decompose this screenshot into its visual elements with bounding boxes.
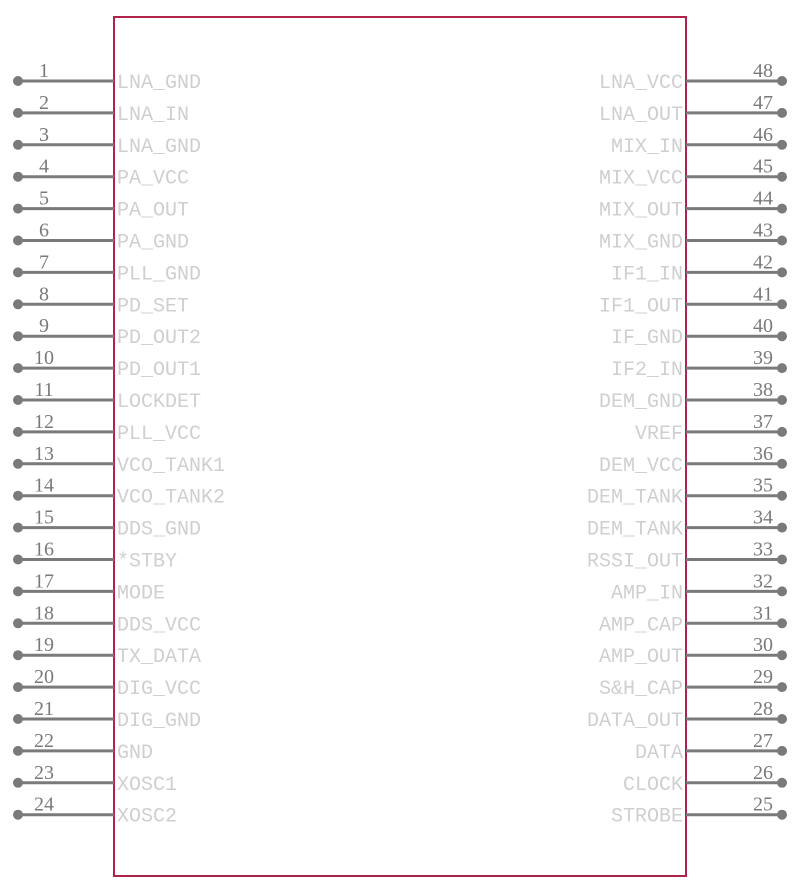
pin-number: 47	[753, 91, 773, 114]
pin-endpoint-dot	[13, 459, 23, 469]
pin-label: VCO_TANK1	[117, 454, 226, 478]
pin-11[interactable]	[13, 379, 201, 414]
pin-label: LNA_IN	[117, 103, 190, 127]
pin-label: PA_GND	[117, 231, 190, 255]
pin-number: 48	[753, 60, 773, 82]
pin-number: 25	[753, 793, 773, 816]
pin-41[interactable]	[599, 283, 787, 318]
pin-23[interactable]	[13, 762, 177, 797]
pin-endpoint-dot	[777, 299, 787, 309]
pin-endpoint-dot	[13, 682, 23, 692]
pin-43[interactable]	[599, 220, 787, 255]
pin-44[interactable]	[599, 188, 787, 223]
pin-endpoint-dot	[777, 523, 787, 533]
pin-endpoint-dot	[777, 267, 787, 277]
pin-label: GND	[117, 741, 154, 765]
pin-label: PA_OUT	[117, 199, 190, 223]
pin-label: DEM_VCC	[598, 454, 683, 478]
pin-label: VREF	[634, 422, 683, 446]
pin-endpoint-dot	[777, 714, 787, 724]
pin-label: VCO_TANK2	[117, 486, 226, 510]
pin-number: 7	[39, 251, 49, 274]
pin-number: 16	[34, 538, 54, 561]
pin-19[interactable]	[13, 634, 201, 669]
pin-30[interactable]	[599, 634, 787, 669]
pin-8[interactable]	[13, 283, 189, 318]
pin-17[interactable]	[13, 570, 165, 605]
pin-label: DIG_GND	[117, 710, 202, 733]
pin-21[interactable]	[13, 698, 201, 733]
pin-32[interactable]	[611, 570, 787, 605]
pin-label: DDS_GND	[117, 518, 202, 542]
pin-label: AMP_CAP	[598, 614, 683, 638]
pin-31[interactable]	[599, 602, 787, 637]
pin-number: 36	[753, 442, 773, 465]
pin-37[interactable]	[635, 411, 787, 446]
pin-42[interactable]	[611, 251, 787, 286]
pin-number: 10	[34, 347, 54, 370]
pin-number: 11	[34, 379, 54, 401]
pin-label: LNA_GND	[117, 135, 202, 159]
pin-endpoint-dot	[13, 586, 23, 596]
pin-22[interactable]	[13, 730, 153, 765]
pin-number: 14	[34, 474, 54, 497]
pin-endpoint-dot	[13, 76, 23, 86]
pin-endpoint-dot	[777, 459, 787, 469]
pin-number: 37	[753, 410, 773, 433]
pin-endpoint-dot	[777, 236, 787, 246]
pin-number: 13	[34, 442, 54, 465]
pin-13[interactable]	[13, 443, 225, 478]
pin-label: MIX_VCC	[598, 167, 683, 191]
pin-label: IF1_OUT	[598, 295, 683, 319]
pin-48[interactable]	[599, 60, 787, 95]
pin-5[interactable]	[13, 188, 189, 223]
pin-number: 42	[753, 251, 773, 274]
pin-number: 9	[39, 315, 49, 338]
pin-label: DATA	[634, 741, 683, 765]
pin-36[interactable]	[599, 443, 787, 478]
pin-number: 20	[34, 666, 54, 689]
pin-number: 15	[34, 506, 54, 529]
pin-number: 22	[34, 729, 54, 752]
pin-label: IF2_IN	[610, 359, 683, 383]
pin-12[interactable]	[13, 411, 201, 446]
pin-number: 8	[39, 283, 49, 306]
pin-label: DATA_OUT	[586, 710, 683, 733]
pin-number: 46	[753, 123, 773, 146]
pin-20[interactable]	[13, 666, 201, 701]
pin-number: 29	[753, 666, 773, 689]
pin-label: LNA_GND	[117, 72, 202, 95]
pin-number: 17	[34, 570, 54, 593]
pin-number: 31	[753, 602, 773, 625]
pin-label: DEM_TANK	[586, 486, 683, 510]
pin-label: PLL_GND	[117, 263, 202, 287]
pin-29[interactable]	[599, 666, 787, 701]
pin-number: 45	[753, 155, 773, 178]
pin-endpoint-dot	[777, 140, 787, 150]
pin-endpoint-dot	[777, 650, 787, 660]
pin-18[interactable]	[13, 602, 201, 637]
pin-number: 40	[753, 315, 773, 338]
pin-39[interactable]	[611, 347, 787, 382]
pin-number: 26	[753, 761, 773, 784]
pin-label: AMP_IN	[610, 582, 683, 606]
pin-15[interactable]	[13, 507, 201, 542]
pin-number: 3	[39, 123, 49, 146]
pin-label: MIX_GND	[598, 231, 683, 255]
pin-number: 19	[34, 634, 54, 657]
pin-label: PD_OUT1	[117, 359, 202, 383]
pin-label: *STBY	[117, 550, 178, 574]
pin-label: STROBE	[610, 805, 683, 829]
pin-label: MIX_IN	[610, 135, 683, 159]
pin-endpoint-dot	[777, 555, 787, 565]
pin-endpoint-dot	[13, 491, 23, 501]
pin-endpoint-dot	[777, 395, 787, 405]
pin-25[interactable]	[611, 794, 787, 829]
pin-label: XOSC1	[117, 773, 178, 797]
pin-number: 43	[753, 219, 773, 242]
pin-label: DEM_GND	[598, 391, 683, 414]
pin-endpoint-dot	[13, 236, 23, 246]
pin-label: DIG_VCC	[117, 678, 202, 702]
pin-label: DEM_TANK	[586, 518, 683, 542]
pin-number: 2	[39, 91, 49, 114]
pin-endpoint-dot	[777, 363, 787, 373]
pin-endpoint-dot	[13, 267, 23, 277]
pin-6[interactable]	[13, 220, 189, 255]
pin-endpoint-dot	[777, 204, 787, 214]
pin-number: 6	[39, 219, 49, 242]
pin-16[interactable]	[13, 539, 177, 574]
pin-endpoint-dot	[13, 618, 23, 628]
pin-9[interactable]	[13, 315, 201, 350]
pin-label: TX_DATA	[117, 646, 202, 670]
pin-endpoint-dot	[13, 204, 23, 214]
pin-endpoint-dot	[777, 76, 787, 86]
pin-number: 41	[753, 283, 773, 306]
pin-endpoint-dot	[13, 778, 23, 788]
pin-number: 12	[34, 410, 54, 433]
pin-number: 23	[34, 761, 54, 784]
pin-number: 1	[39, 60, 49, 82]
pin-endpoint-dot	[777, 778, 787, 788]
pin-endpoint-dot	[13, 331, 23, 341]
pin-endpoint-dot	[13, 140, 23, 150]
pin-label: CLOCK	[622, 773, 683, 797]
pin-number: 18	[34, 602, 54, 625]
pin-label: IF_GND	[610, 327, 683, 351]
pin-number: 44	[753, 187, 773, 210]
pin-label: S&H_CAP	[598, 678, 683, 702]
pin-endpoint-dot	[13, 299, 23, 309]
pin-label: MIX_OUT	[598, 199, 683, 223]
pin-label: DDS_VCC	[117, 614, 202, 638]
pin-number: 39	[753, 347, 773, 370]
pin-46[interactable]	[611, 124, 787, 159]
pin-endpoint-dot	[13, 746, 23, 756]
pin-endpoint-dot	[777, 746, 787, 756]
pin-label: XOSC2	[117, 805, 178, 829]
pin-endpoint-dot	[13, 427, 23, 437]
pin-label: AMP_OUT	[598, 646, 683, 670]
pin-endpoint-dot	[777, 586, 787, 596]
pin-endpoint-dot	[777, 491, 787, 501]
pin-number: 34	[753, 506, 773, 529]
pin-endpoint-dot	[13, 363, 23, 373]
pin-endpoint-dot	[13, 650, 23, 660]
pin-label: PLL_VCC	[117, 422, 202, 446]
pin-endpoint-dot	[777, 427, 787, 437]
pin-label: IF1_IN	[610, 263, 683, 287]
pin-4[interactable]	[13, 156, 189, 191]
pin-endpoint-dot	[777, 331, 787, 341]
pin-label: PD_OUT2	[117, 327, 202, 351]
pin-number: 4	[39, 155, 49, 178]
pin-endpoint-dot	[13, 555, 23, 565]
pin-45[interactable]	[599, 156, 787, 191]
pin-label: LNA_OUT	[598, 103, 683, 127]
pin-endpoint-dot	[13, 810, 23, 820]
pin-label: MODE	[117, 582, 166, 606]
pin-endpoint-dot	[13, 714, 23, 724]
pin-3[interactable]	[13, 124, 201, 159]
pin-label: PD_SET	[117, 295, 190, 319]
pin-number: 24	[34, 793, 54, 816]
pin-10[interactable]	[13, 347, 201, 382]
pin-endpoint-dot	[777, 108, 787, 118]
pin-38[interactable]	[599, 379, 787, 414]
pin-number: 27	[753, 729, 773, 752]
pin-47[interactable]	[599, 92, 787, 127]
pin-endpoint-dot	[13, 395, 23, 405]
pin-number: 28	[753, 698, 773, 720]
pin-24[interactable]	[13, 794, 177, 829]
pin-number: 5	[39, 187, 49, 210]
pin-endpoint-dot	[13, 523, 23, 533]
pin-1[interactable]	[13, 60, 201, 95]
left-pin-column	[13, 60, 225, 829]
pin-2[interactable]	[13, 92, 189, 127]
pin-endpoint-dot	[13, 172, 23, 182]
pin-label: LNA_VCC	[598, 72, 683, 95]
pin-number: 38	[753, 379, 773, 401]
pin-27[interactable]	[635, 730, 787, 765]
pin-endpoint-dot	[777, 682, 787, 692]
pin-7[interactable]	[13, 251, 201, 286]
pin-label: PA_VCC	[117, 167, 190, 191]
pin-number: 33	[753, 538, 773, 561]
pin-40[interactable]	[611, 315, 787, 350]
pin-26[interactable]	[623, 762, 787, 797]
pin-label: RSSI_OUT	[586, 550, 683, 574]
pin-endpoint-dot	[777, 618, 787, 628]
pin-14[interactable]	[13, 475, 225, 510]
pin-number: 32	[753, 570, 773, 593]
pin-number: 30	[753, 634, 773, 657]
pin-number: 35	[753, 474, 773, 497]
pin-label: LOCKDET	[117, 391, 202, 414]
pin-endpoint-dot	[777, 810, 787, 820]
pin-number: 21	[34, 698, 54, 720]
pin-endpoint-dot	[777, 172, 787, 182]
pin-endpoint-dot	[13, 108, 23, 118]
